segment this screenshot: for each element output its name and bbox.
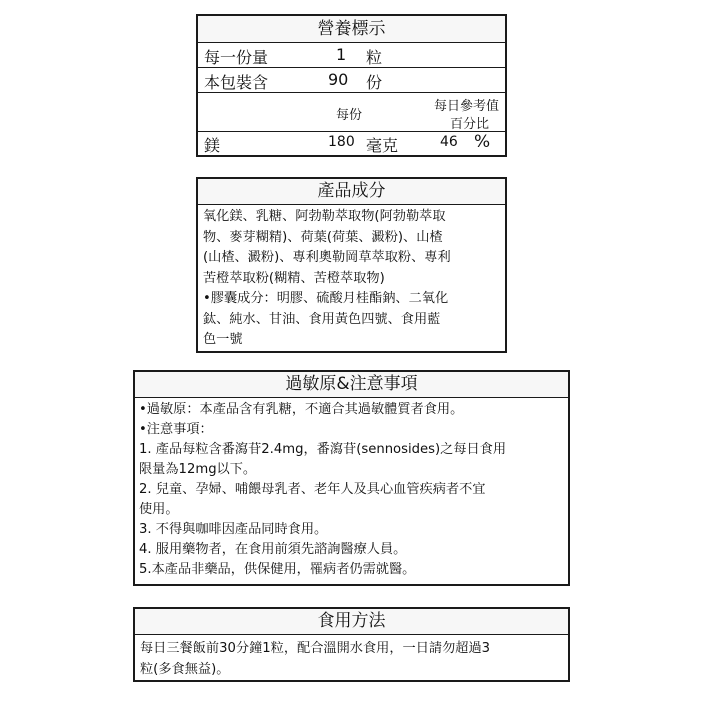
servings-per-package-label: 本包裝含 xyxy=(204,73,269,92)
ingredients-text xyxy=(198,205,505,351)
ingredients-title: 產品成分 xyxy=(198,179,505,205)
daily-value-percent-header: 百分比 xyxy=(449,117,489,132)
per-serving-header: 每份 xyxy=(336,108,363,123)
usage-line: 每日三餐飯前30分鐘1粒，配合溫開水食用，一日請勿超過3 xyxy=(140,641,491,656)
servings-per-package-value: 90 xyxy=(328,70,349,89)
usage-text xyxy=(135,635,568,680)
ingredients-line: •膠囊成分：明膠、硫酸月桂酯鈉、二氧化 xyxy=(203,291,449,306)
servings-per-package-unit: 份 xyxy=(366,73,383,92)
allergen-line: •注意事項： xyxy=(139,422,213,437)
nutrition-facts-box xyxy=(196,14,507,157)
allergen-line: 2. 兒童、孕婦、哺餵母乳者、老年人及具心血管疾病者不宜 xyxy=(139,482,486,497)
usage-title: 食用方法 xyxy=(135,609,568,635)
allergen-line: 4. 服用藥物者，在食用前須先諮詢醫療人員。 xyxy=(139,542,407,557)
daily-value-header: 每日參考值 xyxy=(433,99,499,114)
allergen-line: 使用。 xyxy=(139,502,179,517)
ingredients-line: 氧化鎂、乳糖、阿勃勒萃取物(阿勃勒萃取 xyxy=(203,209,446,224)
allergen-line: 限量為12mg以下。 xyxy=(139,462,257,477)
ingredients-line: (山楂、澱粉)、專利奧勒岡草萃取粉、專利 xyxy=(203,250,451,265)
nutrient-unit: 毫克 xyxy=(366,136,399,155)
nutrient-amount: 180 xyxy=(328,134,355,150)
nutrition-title: 營養標示 xyxy=(198,16,505,43)
ingredients-line: 鈦、純水、甘油、食用黃色四號、食用藍 xyxy=(203,311,441,327)
ingredients-line: 色一號 xyxy=(203,332,243,347)
serving-size-value: 1 xyxy=(336,45,347,64)
ingredients-box xyxy=(196,177,507,353)
servings-per-package-row xyxy=(198,68,505,93)
usage-instructions-box xyxy=(133,607,570,682)
percent-symbol: % xyxy=(474,132,491,152)
usage-line: 粒(多食無益)。 xyxy=(140,662,230,677)
allergen-precautions-box xyxy=(133,370,570,586)
allergen-line: 5.本產品非藥品，供保健用，罹病者仍需就醫。 xyxy=(139,562,416,577)
allergen-line: •過敏原：本產品含有乳糖，不適合其過敏體質者食用。 xyxy=(139,402,464,417)
ingredients-line: 物、麥芽糊精)、荷葉(荷葉、澱粉)、山楂 xyxy=(203,229,443,245)
allergen-line: 1. 產品每粒含番瀉苷2.4mg，番瀉苷(sennosides)之每日食用 xyxy=(139,442,507,457)
nutrient-row xyxy=(198,132,505,155)
serving-size-label: 每一份量 xyxy=(204,48,269,67)
allergen-text xyxy=(135,398,568,580)
nutrient-name: 鎂 xyxy=(204,136,221,155)
ingredients-line: 苦橙萃取粉(糊精、苦橙萃取物) xyxy=(203,270,385,286)
serving-size-unit: 粒 xyxy=(366,48,383,67)
allergen-line: 3. 不得與咖啡因產品同時食用。 xyxy=(139,522,328,537)
nutrition-header-row xyxy=(198,93,505,132)
nutrient-percent: 46 xyxy=(440,134,458,150)
serving-size-row xyxy=(198,43,505,68)
allergen-title: 過敏原&注意事項 xyxy=(135,372,568,398)
